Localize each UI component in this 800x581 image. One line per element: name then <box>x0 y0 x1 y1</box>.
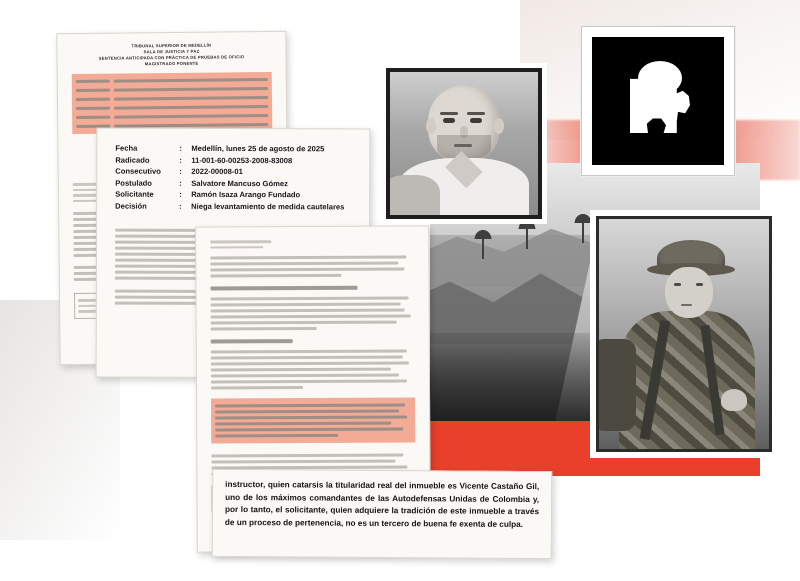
soldier-eye-left <box>674 283 681 286</box>
doc2-field-row <box>115 166 355 178</box>
doc3-highlight-paragraph <box>211 397 415 443</box>
doc2-field-value: 11-001-60-00253-2008-83008 <box>191 155 293 165</box>
soldier-backpack <box>596 339 636 431</box>
doc1-field-key <box>76 98 110 101</box>
portrait-brow-right <box>467 112 485 115</box>
doc2-field-sep: : <box>179 178 182 188</box>
portrait-eye-right <box>470 118 482 123</box>
doc2-field-sep: : <box>179 143 182 153</box>
bald-man-portrait <box>386 68 542 219</box>
soldier-portrait <box>596 216 772 452</box>
portrait-mouth <box>454 144 472 147</box>
bald-man-photo <box>390 72 538 215</box>
soldier-face <box>665 267 713 318</box>
doc2-field-value: 2022-00008-01 <box>191 166 243 177</box>
palm-tree-icon <box>514 215 540 249</box>
legible-paragraph-sheet <box>212 469 553 559</box>
puzzle-piece-knob-icon <box>638 61 682 95</box>
portrait-shoulder <box>386 175 440 218</box>
soldier-hand <box>721 389 747 411</box>
doc1-field-key <box>76 107 110 110</box>
doc2-field-row <box>115 200 355 212</box>
doc2-field-key: Postulado <box>115 178 152 188</box>
doc2-field-sep: : <box>179 189 182 199</box>
doc2-field-sep: : <box>179 155 182 165</box>
doc2-field-row <box>115 143 355 155</box>
doc1-highlight-block <box>72 72 273 134</box>
portrait-ear-right <box>494 118 504 134</box>
doc1-field-value <box>114 87 268 92</box>
doc2-field-value: Salvatore Mancuso Gómez <box>191 178 288 188</box>
doc2-field-key: Solicitante <box>115 189 154 199</box>
doc1-field-value <box>114 96 268 101</box>
doc4-paragraph: instructor, quien catarsis la titularidad real del inmueble es Vicente Castaño Gil, uno de los máximos comandantes de las Autodefensas Unidas de Colombia y, por lo tanto, el solicitante, quien adquiere la tradición de este inmueble a través de un proceso de pertenencia, no es un tercero de buena fe exenta de culpa. <box>224 479 540 529</box>
doc2-field-key: Radicado <box>115 155 150 165</box>
doc1-header-line-2: SALA DE JUSTICIA Y PAZ <box>143 48 200 55</box>
palm-tree-icon <box>470 225 496 259</box>
palm-tree-icon <box>570 209 596 243</box>
doc1-field-key <box>76 116 110 119</box>
portrait-brow-left <box>440 112 458 115</box>
doc3-section-heading <box>210 286 357 291</box>
soldier-photo <box>599 219 769 449</box>
puzzle-artwork-frame <box>581 26 735 176</box>
doc1-field-value <box>114 78 268 83</box>
doc2-field-value: Medellín, lunes 25 de agosto de 2025 <box>191 143 325 154</box>
doc1-field-value <box>114 105 268 110</box>
doc2-field-key: Fecha <box>115 143 138 153</box>
doc1-field-value <box>114 114 268 119</box>
doc2-field-value: Niega levantamiento de medida cautelares <box>191 201 345 211</box>
soldier-mouth <box>681 304 692 306</box>
doc2-field-row <box>115 177 355 189</box>
doc3-subheading <box>211 339 293 343</box>
doc2-field-sep: : <box>179 201 182 211</box>
doc1-header-line-1: TRIBUNAL SUPERIOR DE MEDELLÍN <box>131 42 212 49</box>
doc2-field-value: Ramón Isaza Arango Fundado <box>191 189 301 200</box>
doc1-field-key <box>76 80 110 83</box>
doc2-field-row <box>115 154 355 166</box>
doc2-field-key: Consecutivo <box>115 166 161 176</box>
portrait-ear-left <box>426 118 436 134</box>
doc2-field-sep: : <box>179 166 182 176</box>
soldier-eye-right <box>696 283 703 286</box>
portrait-eye-left <box>443 118 455 123</box>
puzzle-artwork-canvas <box>592 37 724 165</box>
doc2-field-key: Decisión <box>115 201 147 211</box>
doc1-header-line-4: MAGISTRADO PONENTE <box>144 60 199 67</box>
doc1-field-key <box>76 89 110 92</box>
doc1-header-line-3: SENTENCIA ANTICIPADA CON PRÁCTICA DE PRUEBAS DE OFICIO <box>98 54 245 61</box>
doc2-field-row <box>115 189 355 201</box>
